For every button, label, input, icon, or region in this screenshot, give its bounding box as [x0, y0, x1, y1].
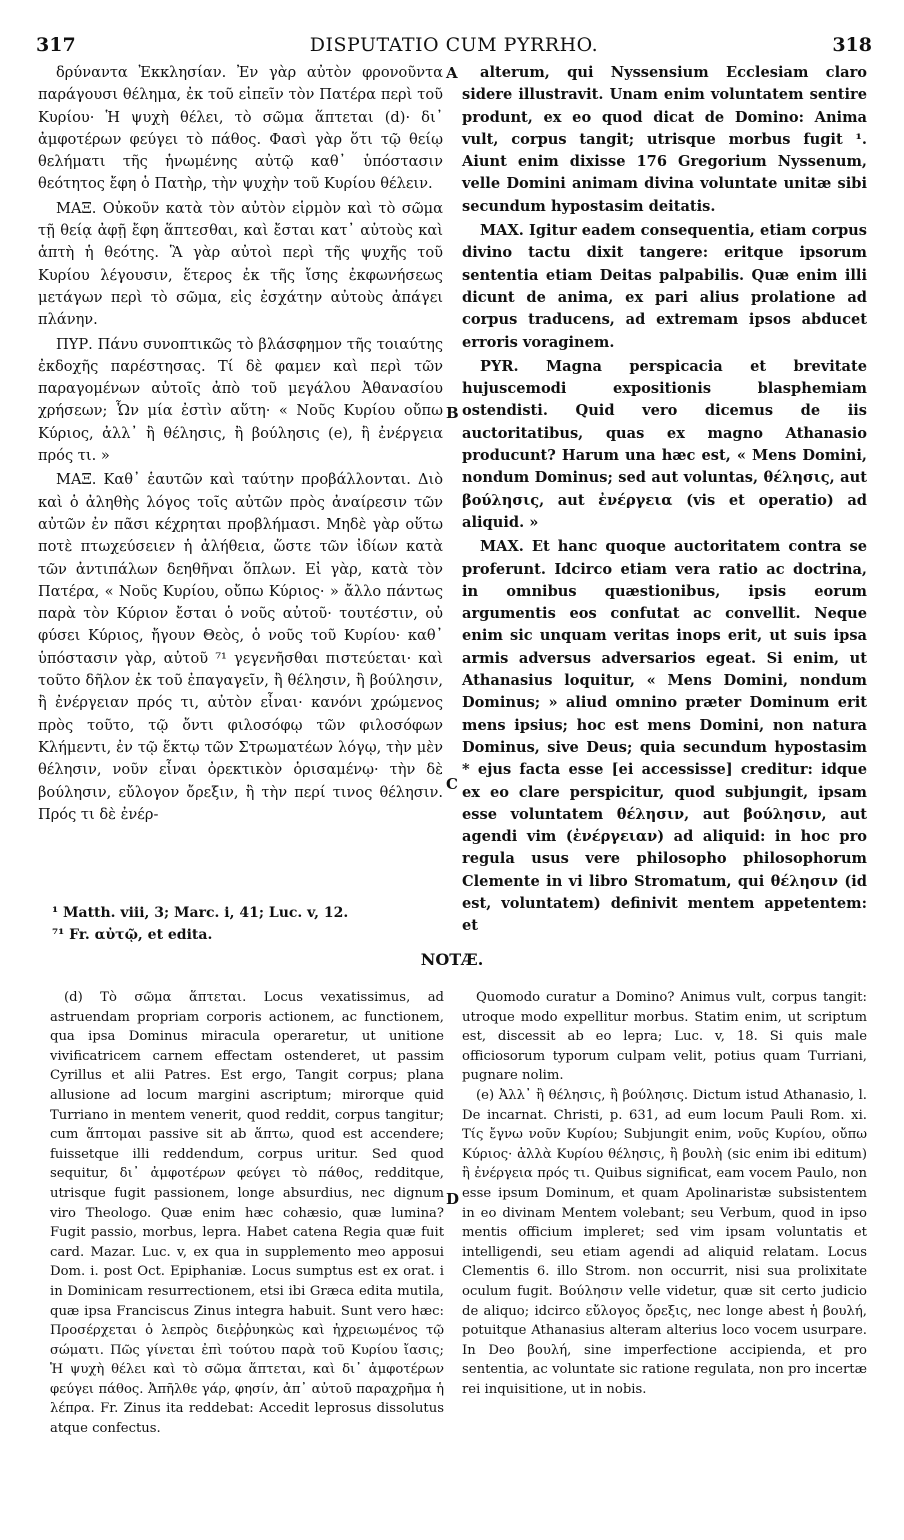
- footnote: ¹ Matth. viii, 3; Marc. i, 41; Luc. v, 12.: [52, 905, 349, 921]
- greek-paragraph: δρύναντα Ἐκκλησίαν. Ἐν γὰρ αὐτὸν φρονοῦντα παράγουσι θέλημα, ἐκ τοῦ εἰπεῖν τὸν Πατέρα περὶ τοῦ Κυρίου· Ἡ ψυχὴ θέλει, τὸ σῶμα ἅπτεται (d)· δι᾿ ἀμφοτέρων φεύγει τὸ πάθος. Φασὶ γὰρ ὅτι τῷ θείῳ θελήματι τῆς ἡνωμένης αὐτῷ καθ᾿ ὑπόστασιν θεότητος ἔφη ὁ Πατὴρ, τὴν ψυχὴν τοῦ Κυρίου θέλειν.: [38, 64, 443, 193]
- latin-paragraph: MAX. Et hanc quoque auctoritatem contra se proferunt. Idcirco etiam vera ratio ac doctrina, in omnibus quæstionibus, ipsis eorum argumentis eos confutat ac convellit. Neque enim sic unquam veritas inops erit, ut suis ipsa armis adversus adversarios egeat. Si enim, ut Athanasius loquitur, « Mens Domini, nondum Dominus; » aliud omnino præter Dominum erit mens ipsius; hoc est mens Domini, non natura Dominus, sive Deus; quia secundum hypostasim * ejus facta esse [ei accessisse] creditur: idque ex eo clare perspicitur, quod subjungit, ipsam esse voluntatem θέλησιν, aut βούλησιν, aut agendi vim (ἐνέργειαν) ad aliquid: in hoc pro regula usus vere philosopho philosophorum Clemente in vi libro Stromatum, qui θέλησιν (id est, voluntatem) definivit mentem appetentem: et: [462, 538, 867, 935]
- running-header: [36, 34, 872, 58]
- latin-paragraph: PYR. Magna perspicacia et brevitate hujuscemodi expositionis blasphemiam ostendisti. Quid vero dicemus de iis auctoritatibus, quas ex magno Athanasio producunt? Harum una hæc est, « Mens Domini, nondum Dominus; sed aut voluntas, θέλησις, aut βούλησις, aut ἐνέργεια (vis et operatio) ad aliquid. »: [462, 357, 867, 531]
- footnotes: [52, 902, 452, 946]
- note-paragraph: (e) Ἀλλ᾿ ἢ θέλησις, ἢ βούλησις. Dictum istud Athanasio, l. De incarnat. Christi, p. 631, ad eum locum Pauli Rom. xi. Τίς ἔγνω νοῦν Κυρίου; Subjungit enim, νοῦς Κυρίου, οὔπω Κύριος· ἀλλὰ Κυρίου θέλησις, ἢ βουλὴ (sic enim ibi editum) ἢ ἐνέργεια πρός τι. Quibus significat, eam vocem Paulo, non esse ipsum Dominum, et quam Apolinaristæ subsistentem in eo divinam Mentem volebant; seu Verbum, quod in ipso mentis officium impleret; sed vim ipsam voluntatis et intelligendi, seu etiam agendi ad aliquid relatam. Locus Clementis 6. illo Strom. non occurrit, nisi sua prolixitate oculum fugit. Βούλησιν velle videtur, quæ sit certo judicio de aliquo; idcirco εὔλογος ὄρεξις, nec longe abest ἡ βουλή, potuitque Athanasius alteram alterius loco vocem usurpare. In Deo βουλή, sine imperfectione accipienda, et pro sententia, ac voluntate sic ratione regulata, non pro incertæ rei inquisitione, ut in nobis.: [462, 1087, 867, 1397]
- greek-paragraph: ΜΑΞ. Οὐκοῦν κατὰ τὸν αὐτὸν εἱρμὸν καὶ τὸ σῶμα τῇ θείᾳ ἀφῇ ἔφη ἅπτεσθαι, καὶ ἔσται κατ᾿ αὐτοὺς καὶ ἁπτὴ ἡ θεότης. Ἃ γὰρ αὐτοὶ περὶ τῆς ψυχῆς τοῦ Κυρίου λέγουσιν, ἕτερος ἐκ τῆς ἴσης ἐκφωνήσεως μετάγων περὶ τὸ σῶμα, εἰς ἐσχάτην αὐτοὺς ἀπάγει πλάνην.: [38, 199, 443, 329]
- latin-text-column: [462, 62, 867, 935]
- notes-heading: NOTÆ.: [420, 950, 484, 969]
- note-paragraph: Quomodo curatur a Domino? Animus vult, corpus tangit: utroque modo expellitur morbus. Statim enim, ut scriptum est, discessit ab eo lepra; Luc. v, 18. Si quis male officiosorum typorum culpam velit, potius quam Turriani, pugnare nolim.: [462, 990, 867, 1084]
- greek-paragraph: ΜΑΞ. Καθ᾿ ἑαυτῶν καὶ ταύτην προβάλλονται. Διὸ καὶ ὁ ἀληθὴς λόγος τοῖς αὐτῶν πρὸς ἀναίρεσιν τῶν αὐτῶν ἐν πᾶσι κέχρηται προβλήμασι. Μηδὲ γὰρ οὕτω ποτὲ πτωχεύσειεν ἡ ἀλήθεια, ὥστε τῶν ἰδίων κατὰ τῶν ἀντιπάλων δεηθῆναι ὅπλων. Εἰ γὰρ, κατὰ τὸν Πατέρα, « Νοῦς Κυρίου, οὔπω Κύριος· » ἄλλο πάντως παρὰ τὸν Κύριον ἔσται ὁ νοῦς αὐτοῦ· τουτέστιν, οὐ φύσει Κύριος, ἤγουν Θεὸς, ὁ νοῦς τοῦ Κυρίου· καθ᾿ ὑπόστασιν γὰρ, αὐτοῦ ⁷¹ γεγενῆσθαι πιστεύεται· καὶ τοῦτο δῆλον ἐκ τοῦ ἐπαγαγεῖν, ἢ θέλησιν, ἢ βούλησιν, ἢ ἐνέργειαν πρός τι, αὐτὸν εἶναι· κανόνι χρώμενος πρὸς τοῦτο, τῷ ὄντι φιλοσόφῳ τῶν φιλοσόφων Κλήμεντι, ἐν τῷ ἕκτῳ τῶν Στρωματέων λόγῳ, τὴν μὲν θέλησιν, νοῦν εἶναι ὀρεκτικὸν ὁρισαμένῳ· τὴν δὲ βούλησιν, εὔλογον ὄρεξιν, ἢ τὴν περί τινος θέλησιν. Πρός τι δὲ ἐνέρ-: [38, 471, 443, 823]
- page-number-right: 318: [832, 34, 872, 56]
- running-title: DISPUTATIO CUM PYRRHO.: [309, 34, 599, 56]
- notes-right-column: [462, 988, 867, 1528]
- greek-paragraph: ΠΥΡ. Πάνυ συνοπτικῶς τὸ βλάσφημον τῆς τοιαύτης ἐκδοχῆς παρέστησας. Τί δὲ φαμεν καὶ περὶ τῶν παραγομένων αὐτοῖς ἀπὸ τοῦ μεγάλου Ἀθανασίου χρήσεων; Ὧν μία ἐστὶν αὕτη· « Νοῦς Κυρίου οὔπω Κύριος, ἀλλ᾿ ἢ θέλησις, ἢ βούλησις (e), ἢ ἐνέργεια πρός τι. »: [38, 335, 443, 465]
- margin-marker-d: D: [446, 1190, 460, 1208]
- latin-paragraph: alterum, qui Nyssensium Ecclesiam claro sidere illustravit. Unam enim voluntatem sentire produnt, ex eo quod dicat de Domino: Anima vult, corpus tangit; utrisque morbus fugit ¹. Aiunt enim dixisse 176 Gregorium Nyssenum, velle Domini animam divina voluntate unitæ sibi secundum hypostasim deitatis.: [462, 64, 867, 215]
- notes-left-column: [50, 988, 444, 1528]
- footnote: ⁷¹ Fr. αὐτῷ, et edita.: [52, 927, 213, 943]
- margin-marker-a: A: [446, 64, 458, 82]
- note-paragraph: (d) Τὸ σῶμα ἅπτεται. Locus vexatissimus, ad astruendam propriam corporis actionem, ac functionem, qua ipsa Dominus miracula operaretur, ut unitione vivificatricem carnem effectam ostenderet, ut passim Cyrillus et alii Patres. Est ergo, Tangit corpus; plana allusione ad locum margini ascriptum; mirorque quid Turriano in mentem venerit, quod reddit, corpus tangitur; cum ἅπτομαι passive sit ab ἅπτω, quod est accendere; fuissetque illi reddendum, corpus uritur. Sed quod sequitur, δι᾿ ἀμφοτέρων φεύγει τὸ πάθος, redditque, utrisque fugit passionem, longe absurdius, nec dignum viro Theologo. Quæ enim hæc cohæsio, quæ lumina? Fugit passio, morbus, lepra. Habet catena Regia quæ fuit card. Mazar. Luc. v, ex qua in supplemento meo apposui Dom. i. post Oct. Epiphaniæ. Locus sumptus est ex orat. i in Dominicam resurrectionem, etsi ibi Græca edita mutila, quæ ipsa Franciscus Zinus integra habuit. Sunt vero hæc: Προσέρχεται ὁ λεπρὸς διεῤῥυηκὼς καὶ ἠχρειωμένος τῷ σώματι. Πῶς γίνεται ἐπὶ τούτου παρὰ τοῦ Κυρίου ἴασις; Ἡ ψυχὴ θέλει καὶ τὸ σῶμα ἅπτεται, καὶ δι᾿ ἀμφοτέρων φεύγει πάθος. Ἀπῆλθε γάρ, φησίν, ἀπ᾿ αὐτοῦ παραχρῆμα ἡ λέπρα. Fr. Zinus ita reddebat: Accedit leprosus dissolutus atque confectus.: [50, 990, 444, 1437]
- page-number-left: 317: [36, 34, 76, 56]
- latin-paragraph: MAX. Igitur eadem consequentia, etiam corpus divino tactu dixit tangere: eritque ipsorum sententia etiam Deitas palpabilis. Quæ enim illi dicunt de anima, ex pari alius prolatione ad corpus traducens, ad extremam ipsos abducet erroris voraginem.: [462, 222, 867, 351]
- margin-marker-c: C: [446, 775, 458, 793]
- greek-text-column: [38, 62, 443, 896]
- margin-marker-b: B: [446, 404, 459, 422]
